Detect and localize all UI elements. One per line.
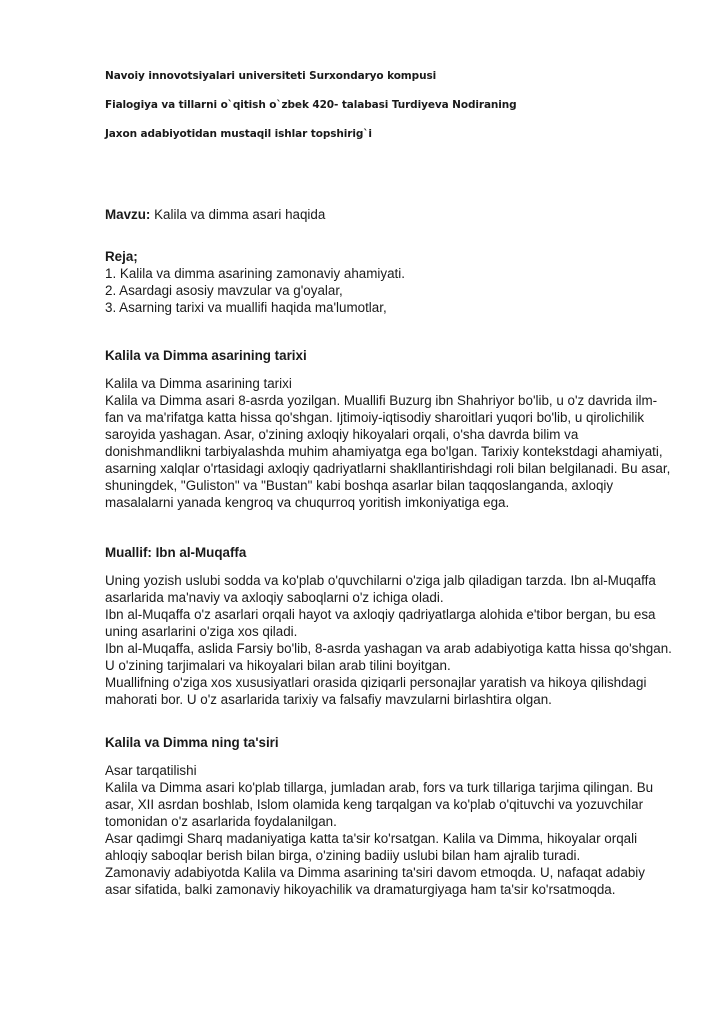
- section-heading: Muallif: Ibn al-Muqaffa: [105, 545, 247, 560]
- header-assignment: Jaxon adabiyotidan mustaqil ishlar topshirig`i: [105, 128, 372, 140]
- topic-line: [105, 206, 685, 223]
- paragraph-line: Kalila va Dimma asarining tarixi: [105, 376, 292, 391]
- paragraph-line: ahloqiy saboqlar berish bilan birga, o'zining badiiy uslubi bilan ham ajralib turadi.: [105, 848, 581, 863]
- section-heading: Kalila va Dimma ning ta'siri: [105, 735, 279, 750]
- paragraph-line: saroyida yashagan. Asar, o'zining axloqiy hikoyalari orqali, o'sha davrda bilim va: [105, 427, 579, 442]
- section-influence: [105, 734, 685, 898]
- paragraph-line: U o'zining tarjimalari va hikoyalari bilan arab tilini boyitgan.: [105, 658, 451, 673]
- paragraph-line: Ibn al-Muqaffa o'z asarlari orqali hayot va axloqiy qadriyatlarga alohida e'tibor bergan, bu esa: [105, 607, 656, 622]
- plan-item: 1. Kalila va dimma asarining zamonaviy ahamiyati.: [105, 266, 405, 281]
- paragraph-line: Asar tarqatilishi: [105, 763, 197, 778]
- paragraph-line: tomonidan o'z asarlarida foydalanilgan.: [105, 814, 337, 829]
- paragraph-line: asar sifatida, balki zamonaviy hikoyachilik va dramaturgiyaga ham ta'sir ko'rsatmoqda.: [105, 882, 616, 897]
- topic-text: Kalila va dimma asari haqida: [150, 207, 326, 222]
- header-university: Navoiy innovotsiyalari universiteti Surxondaryo kompusi: [105, 70, 437, 82]
- paragraph-line: Muallifning o'ziga xos xususiyatlari orasida qiziqarli personajlar yaratish va hikoya qilishdagi: [105, 675, 647, 690]
- paragraph-line: Ibn al-Muqaffa, aslida Farsiy bo'lib, 8-asrda yashagan va arab adabiyotiga katta hissa qo'shgan.: [105, 641, 672, 656]
- paragraph-line: mahorati bor. U o'z asarlarida tarixiy va falsafiy mavzularni birlashtira olgan.: [105, 692, 552, 707]
- plan-title: Reja;: [105, 249, 138, 264]
- header-student: Fialogiya va tillarni o`qitish o`zbek 420- talabasi Turdiyeva Nodiraning: [105, 99, 517, 111]
- paragraph-line: Asar qadimgi Sharq madaniyatiga katta ta'sir ko'rsatgan. Kalila va Dimma, hikoyalar orqali: [105, 831, 638, 846]
- paragraph-line: Uning yozish uslubi sodda va ko'plab o'quvchilarni o'ziga jalb qiladigan tarzda. Ibn al-Muqaffa: [105, 573, 656, 588]
- plan-block: [105, 248, 685, 316]
- paragraph-line: asar, XII asrdan boshlab, Islom olamida keng tarqalgan va ko'plab o'qituvchi va yozuvchilar: [105, 797, 644, 812]
- section-heading: Kalila va Dimma asarining tarixi: [105, 348, 307, 363]
- paragraph-line: masalalarni yanada kengroq va chuqurroq yoritish imkoniyatiga ega.: [105, 495, 510, 510]
- paragraph-line: Kalila va Dimma asari ko'plab tillarga, jumladan arab, fors va turk tillariga tarjima qilingan. Bu: [105, 780, 654, 795]
- section-history: [105, 347, 685, 511]
- plan-item: 2. Asardagi asosiy mavzular va g'oyalar,: [105, 283, 343, 298]
- topic-label: Mavzu:: [105, 207, 151, 222]
- paragraph-line: donishmandlikni tarbiyalashda muhim ahamiyatga ega bo'lgan. Tarixiy kontekstdagi ahamiyati,: [105, 444, 663, 459]
- paragraph-line: uning asarlarini o'ziga xos qiladi.: [105, 624, 298, 639]
- paragraph-line: Zamonaviy adabiyotda Kalila va Dimma asarining ta'siri davom etmoqda. U, nafaqat adabiy: [105, 865, 645, 880]
- paragraph-line: asarlarida ma'naviy va axloqiy saboqlarni o'z ichiga oladi.: [105, 590, 444, 605]
- plan-item: 3. Asarning tarixi va muallifi haqida ma'lumotlar,: [105, 300, 387, 315]
- paragraph-line: fan va ma'rifatga katta hissa qo'shgan. Ijtimoiy-iqtisodiy sharoitlari yuqori bo'lib, u qirolichilik: [105, 410, 645, 425]
- paragraph-line: asarning xalqlar o'rtasidagi axloqiy qadriyatlarni shakllantirishdagi roli bilan belgilanadi. Bu asar,: [105, 461, 671, 476]
- section-author: [105, 544, 685, 708]
- paragraph-line: shuningdek, "Guliston" va "Bustan" kabi boshqa asarlar bilan taqqoslanganda, axloqiy: [105, 478, 614, 493]
- paragraph-line: Kalila va Dimma asari 8-asrda yozilgan. Muallifi Buzurg ibn Shahriyor bo'lib, u o'z davrida ilm-: [105, 393, 658, 408]
